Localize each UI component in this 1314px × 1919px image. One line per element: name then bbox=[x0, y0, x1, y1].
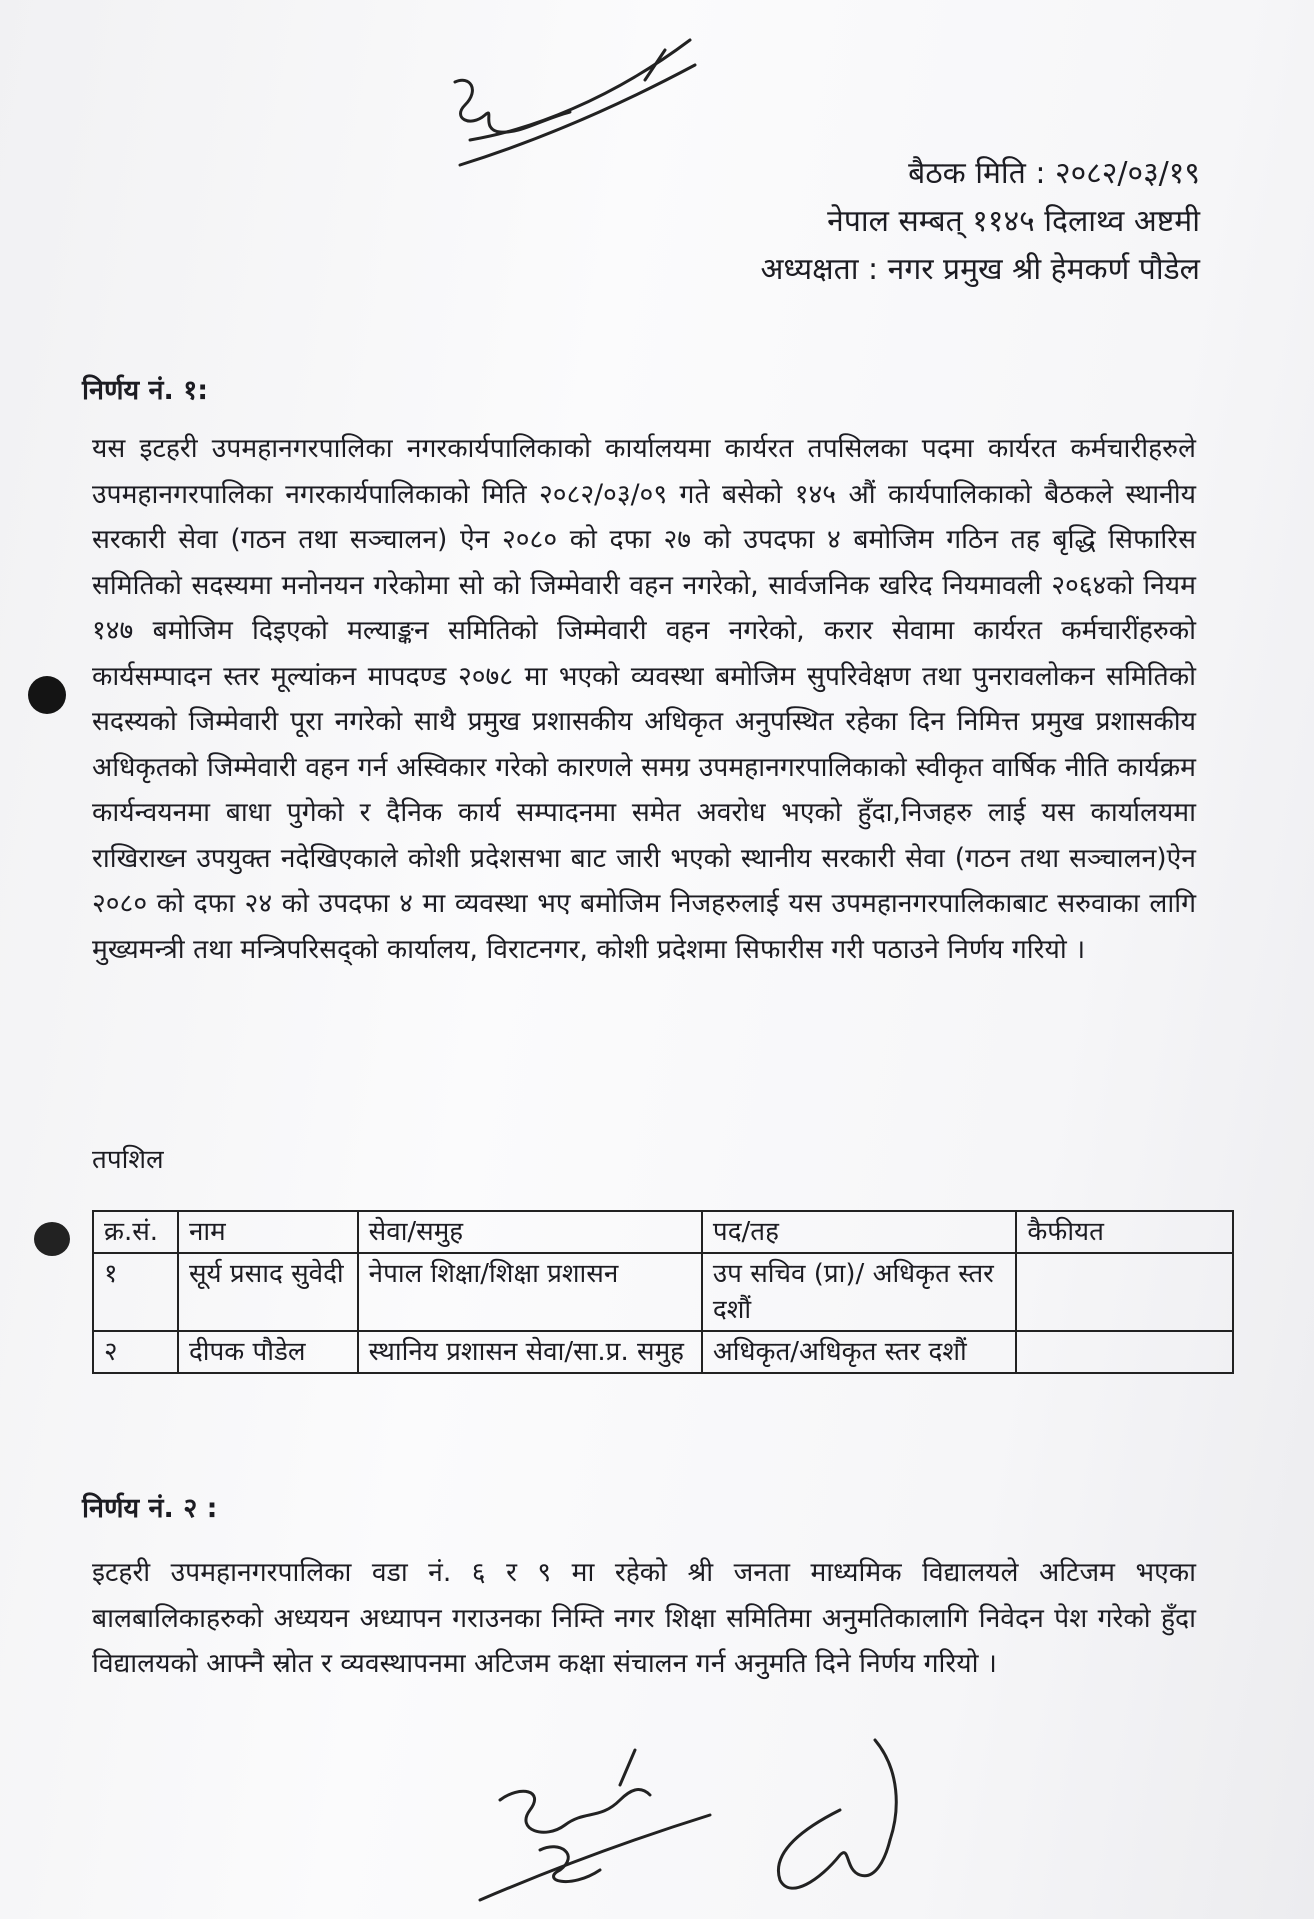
staff-table bbox=[92, 1210, 1234, 1374]
cell-serial: १ bbox=[93, 1253, 178, 1331]
meeting-header bbox=[761, 150, 1200, 294]
cell-service: नेपाल शिक्षा/शिक्षा प्रशासन bbox=[358, 1253, 702, 1331]
col-header-service: सेवा/समुह bbox=[358, 1211, 702, 1253]
cell-name: सूर्य प्रसाद सुवेदी bbox=[178, 1253, 358, 1331]
cell-name: दीपक पौडेल bbox=[178, 1331, 358, 1373]
bottom-signature-right bbox=[750, 1730, 930, 1910]
cell-remarks bbox=[1016, 1331, 1233, 1373]
top-signature bbox=[440, 20, 710, 180]
cell-post: उप सचिव (प्रा)/ अधिकृत स्तर दशौं bbox=[702, 1253, 1016, 1331]
col-header-name: नाम bbox=[178, 1211, 358, 1253]
chairperson-line: अध्यक्षता : नगर प्रमुख श्री हेमकर्ण पौडेल bbox=[760, 252, 1200, 287]
cell-service: स्थानिय प्रशासन सेवा/सा.प्र. समुह bbox=[358, 1331, 702, 1373]
decision-2-heading: निर्णय नं. २ : bbox=[82, 1493, 218, 1524]
col-header-remarks: कैफीयत bbox=[1016, 1211, 1233, 1253]
tapashil-label: तपशिल bbox=[92, 1145, 164, 1175]
punch-hole-mark bbox=[28, 676, 66, 714]
bottom-signature-left bbox=[470, 1730, 730, 1910]
meeting-date: बैठक मिति : २०८२/०३/१९ bbox=[908, 156, 1200, 191]
decision-2-body: इटहरी उपमहानगरपालिका वडा नं. ६ र ९ मा रहेको श्री जनता माध्यमिक विद्यालयले अटिजम भएका बालबालिकाहरुको अध्ययन अध्यापन गराउनका निम्ति नगर शिक्षा समितिमा अनुमतिकालागि निवेदन पेश गरेको हुँदा विद्यालयको आफ्नै स्रोत र व्यवस्थापनमा अटिजम कक्षा संचालन गर्न अनुमति दिने निर्णय गरियो । bbox=[92, 1557, 1196, 1679]
decision-1-body: यस इटहरी उपमहानगरपालिका नगरकार्यपालिकाको कार्यालयमा कार्यरत तपसिलका पदमा कार्यरत कर्मचारीहरुले उपमहानगरपालिका नगरकार्यपालिकाको मिति २०८२/०३/०९ गते बसेको १४५ औं कार्यपालिकाको बैठकले स्थानीय सरकारी सेवा (गठन तथा सञ्चालन) ऐन २०८० को दफा २७ को उपदफा ४ बमोजिम गठिन तह बृद्धि सिफारिस समितिको सदस्यमा मनोनयन गरेकोमा सो को जिम्मेवारी वहन नगरेको, सार्वजनिक खरिद नियमावली २०६४को नियम १४७ बमोजिम दिइएको मल्याङ्कन समितिको जिम्मेवारी वहन नगरेको, करार सेवामा कार्यरत कर्मचारींहरुको कार्यसम्पादन स्तर मूल्यांकन मापदण्ड २०७८ मा भएको व्यवस्था बमोजिम सुपरिवेक्षण तथा पुनरावलोकन समितिको सदस्यको जिम्मेवारी पूरा नगरेको साथै प्रमुख प्रशासकीय अधिकृत अनुपस्थित रहेका दिन निमित्त प्रमुख प्रशासकीय अधिकृतको जिम्मेवारी वहन गर्न अस्विकार गरेको कारणले समग्र उपमहानगरपालिकाको स्वीकृत वार्षिक नीति कार्यक्रम कार्यन्वयनमा बाधा पुगेको र दैनिक कार्य सम्पादनमा समेत अवरोध भएको हुँदा,निजहरु लाई यस कार्यालयमा राखिराख्न उपयुक्त नदेखिएकाले कोशी प्रदेशसभा बाट जारी भएको स्थानीय सरकारी सेवा (गठन तथा सञ्चालन)ऐन २०८० को दफा २४ को उपदफा ४ मा व्यवस्था भए बमोजिम निजहरुलाई यस उपमहानगरपालिकाबाट सरुवाका लागि मुख्यमन्त्री तथा मन्त्रिपरिसद्को कार्यालय, विराटनगर, कोशी प्रदेशमा सिफारीस गरी पठाउने निर्णय गरियो । bbox=[92, 433, 1196, 965]
table-row bbox=[93, 1253, 1233, 1331]
col-header-serial: क्र.सं. bbox=[93, 1211, 178, 1253]
cell-post: अधिकृत/अधिकृत स्तर दशौं bbox=[702, 1331, 1016, 1373]
cell-serial: २ bbox=[93, 1331, 178, 1373]
cell-remarks bbox=[1016, 1253, 1233, 1331]
nepal-sambat-date: नेपाल सम्बत् ११४५ दिलाथ्व अष्टमी bbox=[827, 204, 1200, 239]
table-row bbox=[93, 1331, 1233, 1373]
punch-hole-mark bbox=[34, 1222, 70, 1256]
table-header-row bbox=[93, 1211, 1233, 1253]
decision-1-heading: निर्णय नं. १: bbox=[82, 375, 209, 406]
col-header-post: पद/तह bbox=[702, 1211, 1016, 1253]
